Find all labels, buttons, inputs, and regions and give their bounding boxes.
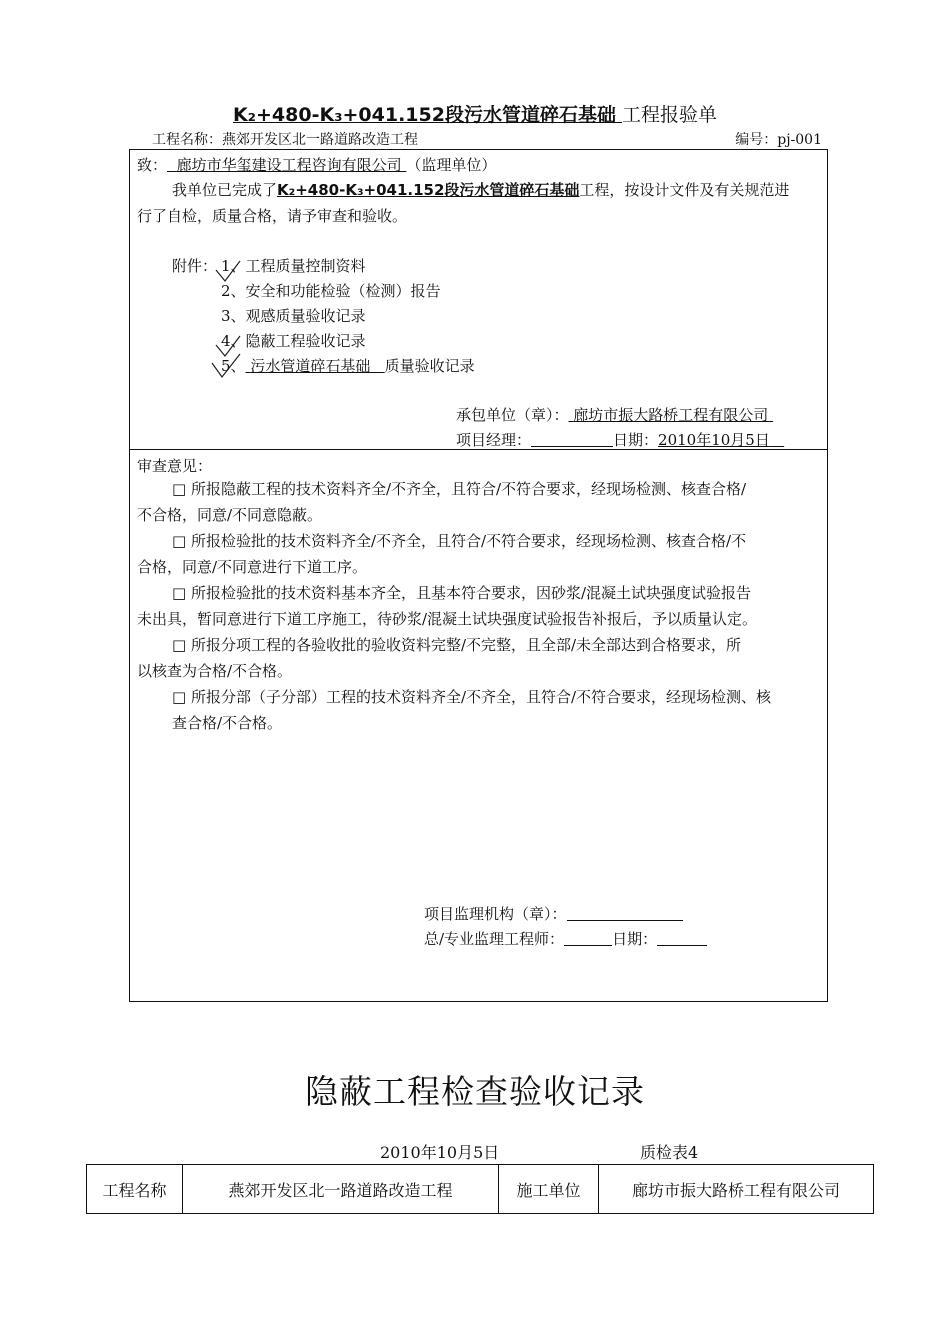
report-title: [0, 100, 950, 127]
addressee-line: [137, 154, 496, 175]
contractor-label: 承包单位（章）：: [456, 406, 569, 424]
manager-signature-blank: [531, 432, 613, 447]
record-info-table: [86, 1164, 874, 1214]
code-label: 编号：: [735, 132, 778, 148]
engineer-line: [424, 928, 707, 949]
project-name: 燕郊开发区北一路道路改造工程: [222, 132, 418, 148]
code-line: [735, 129, 822, 149]
attachment-item-2: 2、安全和功能检验（检测）报告: [221, 282, 441, 300]
project-name-label-cell: 工程名称: [87, 1165, 183, 1214]
review-title: 审查意见：: [137, 457, 213, 475]
attachment-item-4: 4、隐蔽工程验收记录: [221, 332, 366, 350]
review-option-2-line1: □ 所报检验批的技术资料齐全/不齐全，且符合/不符合要求，经现场检测、核查合格/不: [172, 532, 747, 550]
supervision-org-line: [424, 903, 683, 924]
manager-label: 项目经理：: [456, 431, 532, 449]
contractor-name: 廊坊市振大路桥工程有限公司: [573, 406, 769, 424]
review-option-4-line1: □ 所报分项工程的各验收批的验收资料完整/不完整，且全部/未全部达到合格要求，所: [172, 636, 742, 654]
supervision-unit-name: 廊坊市华玺建设工程咨询有限公司: [176, 156, 402, 174]
record-title: 隐蔽工程检查验收记录: [305, 1072, 645, 1111]
record-date: 2010年10月5日: [380, 1143, 500, 1162]
construction-unit-value-cell: 廊坊市振大路桥工程有限公司: [599, 1165, 874, 1214]
submission-body-line2: 行了自检，质量合格，请予审查和验收。: [137, 207, 408, 225]
review-option-2-line2: 合格，同意/不同意进行下道工序。: [137, 558, 368, 576]
attachment-item-5: 5、 污水管道碎石基础 质量验收记录: [221, 357, 475, 375]
attachment-item-3: 3、观感质量验收记录: [221, 307, 366, 325]
code-value: pj-001: [777, 132, 822, 148]
submission-date: 2010年10月5日: [658, 431, 770, 449]
project-label: 工程名称：: [152, 132, 222, 148]
attachment-5-underlined: 污水管道碎石基础: [250, 357, 371, 375]
engineer-label: 总/专业监理工程师：: [424, 930, 565, 948]
review-option-1-line2: 不合格，同意/不同意隐蔽。: [137, 506, 323, 524]
review-option-3-line2: 未出具，暂同意进行下道工序施工，待砂浆/混凝土试块强度试验报告补报后，予以质量认定。: [137, 610, 758, 628]
report-title-suffix: 工程报验单: [622, 104, 718, 126]
project-name-value-cell: 燕郊开发区北一路道路改造工程: [183, 1165, 499, 1214]
supervision-org-label: 项目监理机构（章）：: [424, 905, 567, 923]
date-label: 日期：: [613, 431, 659, 449]
attachments-label: 附件：: [172, 257, 218, 275]
submission-body-line1: 我单位已完成了K₂+480-K₃+041.152段污水管道碎石基础工程，按设计文件及有关规范进: [172, 181, 790, 199]
review-date-label: 日期：: [612, 930, 658, 948]
contractor-line: [456, 404, 773, 425]
addressee-label: 致：: [137, 156, 168, 174]
review-option-1-line1: □ 所报隐蔽工程的技术资料齐全/不齐全，且符合/不符合要求，经现场检测、核查合格/: [172, 480, 747, 498]
attachment-item-1: 1、工程质量控制资料: [221, 257, 366, 275]
record-form-number: 质检表4: [640, 1143, 699, 1162]
review-option-5-line1: □ 所报分部（子分部）工程的技术资料齐全/不齐全，且符合/不符合要求，经现场检测、核: [172, 688, 772, 706]
report-title-segment: K₂+480-K₃+041.152段污水管道碎石基础: [232, 104, 616, 126]
engineer-signature-blank: [564, 931, 612, 946]
construction-unit-label-cell: 施工单位: [499, 1165, 599, 1214]
table-row: [87, 1165, 874, 1214]
manager-date-line: [456, 429, 784, 450]
body-segment: K₂+480-K₃+041.152段污水管道碎石基础: [277, 181, 580, 199]
review-option-4-line2: 以核查为合格/不合格。: [137, 662, 293, 680]
project-name-line: [152, 129, 418, 149]
review-options: [137, 476, 819, 736]
supervision-unit-role: （监理单位）: [406, 156, 497, 174]
supervision-org-blank: [567, 906, 683, 921]
review-option-5-line2: 查合格/不合格。: [172, 714, 283, 732]
review-date-blank: [657, 931, 707, 946]
review-option-3-line1: □ 所报检验批的技术资料基本齐全，且基本符合要求，因砂浆/混凝土试块强度试验报告: [172, 584, 751, 602]
